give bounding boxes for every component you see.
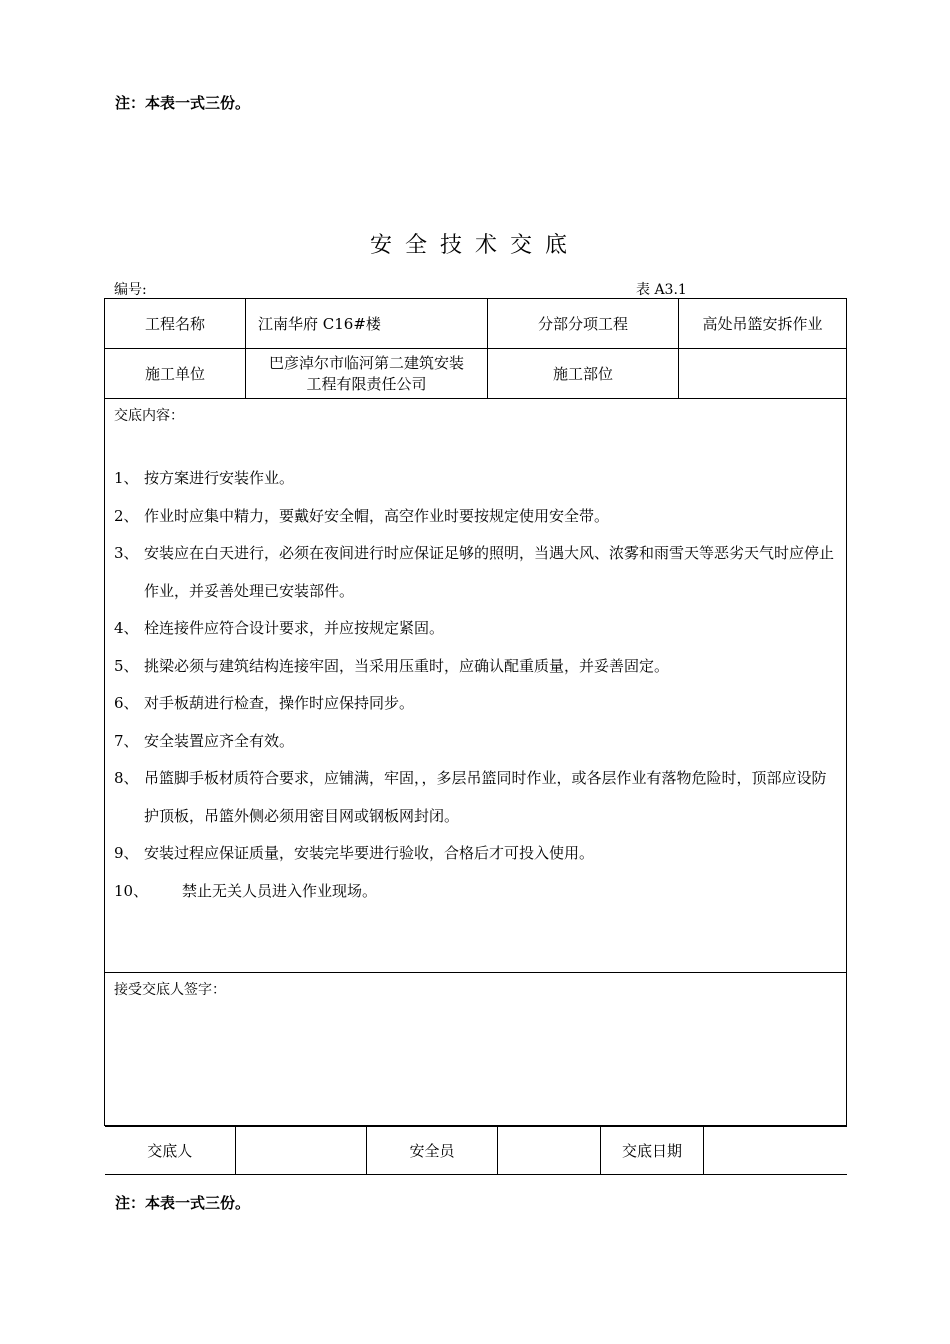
content-header: 交底内容： <box>114 408 184 424</box>
item-number: 7、 <box>114 731 139 750</box>
list-item <box>114 498 837 536</box>
form-number: 表 A3.1 <box>636 282 687 298</box>
item-text: 作业时应集中精力，要戴好安全帽，高空作业时要按规定使用安全带。 <box>144 506 610 525</box>
contractor-label: 施工单位 <box>105 349 246 399</box>
item-number: 2、 <box>114 506 139 525</box>
discloser-label: 交底人 <box>105 1127 236 1175</box>
item-text: 栓连接件应符合设计要求，并应按规定紧固。 <box>144 619 445 637</box>
list-item <box>114 648 837 686</box>
content-cell <box>105 399 847 973</box>
row-contractor <box>105 349 847 399</box>
date-label: 交底日期 <box>601 1127 704 1175</box>
row-project <box>105 299 847 349</box>
discloser-value <box>236 1127 367 1175</box>
bottom-note: 注：本表一式三份。 <box>115 1194 251 1212</box>
item-text: 安装过程应保证质量，安装完毕要进行验收，合格后才可投入使用。 <box>144 844 595 862</box>
top-note: 注：本表一式三份。 <box>115 94 251 112</box>
item-text: 对手板葫进行检查，操作时应保持同步。 <box>144 694 415 712</box>
list-item <box>114 873 837 911</box>
date-value <box>704 1127 847 1175</box>
item-number: 3、 <box>114 544 139 562</box>
sub-project-value: 高处吊篮安拆作业 <box>679 299 847 349</box>
item-number: 9、 <box>114 844 139 862</box>
signature-cell <box>105 973 847 1126</box>
contractor-value <box>246 349 488 399</box>
list-item <box>114 610 837 648</box>
item-text: 安全装置应齐全有效。 <box>144 731 295 750</box>
contractor-line1: 巴彦淖尔市临河第二建筑安装 <box>268 353 464 372</box>
list-item <box>114 835 837 873</box>
serial-label: 编号: <box>114 282 147 298</box>
list-item <box>114 723 837 761</box>
location-value <box>679 349 847 399</box>
list-item <box>114 685 837 723</box>
contractor-line2: 工程有限责任公司 <box>306 374 427 393</box>
disclosure-form <box>104 298 847 1175</box>
item-number: 5、 <box>114 656 139 675</box>
list-item <box>114 535 837 610</box>
item-text: 禁止无关人员进入作业现场。 <box>182 881 378 900</box>
project-name-value: 江南华府 C16#楼 <box>246 299 488 349</box>
page-title: 安全技术交底 <box>369 233 580 258</box>
item-text: 挑梁必须与建筑结构连接牢固，当采用压重时，应确认配重质量，并妥善固定。 <box>144 656 670 675</box>
item-number: 1、 <box>114 469 139 487</box>
item-number: 6、 <box>114 694 139 712</box>
item-number: 8、 <box>114 769 139 787</box>
location-label: 施工部位 <box>488 349 679 399</box>
row-content <box>105 399 847 973</box>
safety-officer-label: 安全员 <box>367 1127 498 1175</box>
row-signature <box>105 973 847 1126</box>
item-text: 按方案进行安装作业。 <box>144 469 295 487</box>
signature-header: 接受交底人签字： <box>114 982 226 998</box>
item-number: 10、 <box>114 881 149 900</box>
item-number: 4、 <box>114 619 139 637</box>
list-item <box>114 760 837 835</box>
item-text: 安装应在白天进行，必须在夜间进行时应保证足够的照明，当遇大风、浓雾和雨雪天等恶劣天气时应停止作业，并妥善处理已安装部件。 <box>144 544 835 600</box>
safety-officer-value <box>498 1127 601 1175</box>
sub-project-label: 分部分项工程 <box>488 299 679 349</box>
project-name-label: 工程名称 <box>105 299 246 349</box>
row-footer <box>105 1126 847 1176</box>
list-item <box>114 460 837 498</box>
item-text: 吊篮脚手板材质符合要求，应铺满，牢固，，多层吊篮同时作业，或各层作业有落物危险时，顶部应设防护顶板，吊篮外侧必须用密目网或钢板网封闭。 <box>144 769 827 825</box>
